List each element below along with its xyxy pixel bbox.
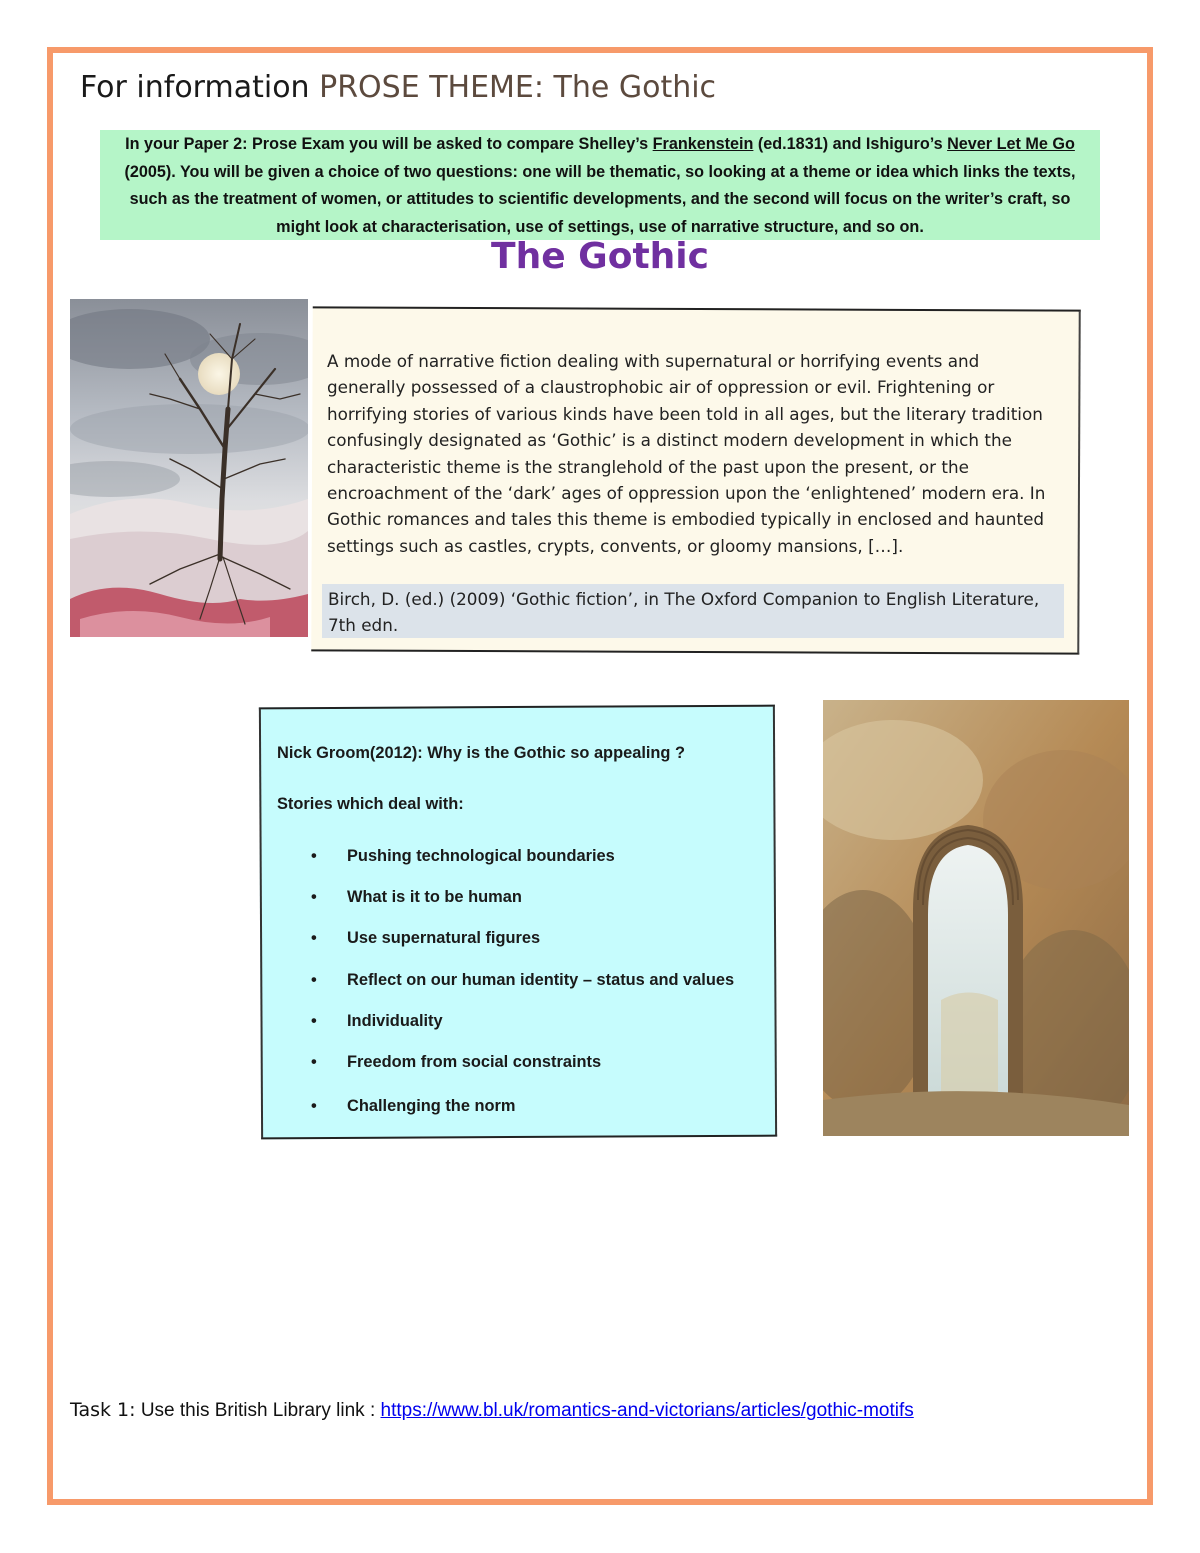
definition-citation: Birch, D. (ed.) (2009) ‘Gothic fiction’, in The Oxford Companion to English Literature, 7th edn. xyxy=(322,584,1064,638)
bullet-icon: • xyxy=(311,971,317,989)
intro-text-3: (2005). You will be given a choice of two questions: one will be thematic, so looking at a theme or idea which links the texts, such as the treatment of women, or attitudes to scientific developments, and the second will focus on the writer’s craft, so might look at characterisation, use of settings, use of narrative structure, and so on. xyxy=(124,162,1076,236)
list-item-text: Challenging the norm xyxy=(347,1097,516,1115)
intro-box xyxy=(100,130,1100,240)
groom-subtitle: Stories which deal with: xyxy=(277,795,464,813)
heading-prefix: For information xyxy=(80,70,310,105)
list-item-text: Use supernatural figures xyxy=(347,929,541,947)
bullet-icon: • xyxy=(311,888,317,906)
intro-text-1: In your Paper 2: Prose Exam you will be asked to compare Shelley’s xyxy=(125,135,653,153)
bullet-icon: • xyxy=(311,929,317,947)
list-item xyxy=(311,1097,515,1116)
intro-book-never-let-me-go: Never Let Me Go xyxy=(947,135,1075,153)
list-item-text: Reflect on our human identity – status and values xyxy=(347,971,735,989)
bullet-icon: • xyxy=(311,1053,317,1071)
task-label: Task 1: xyxy=(70,1399,136,1421)
list-item-text: Pushing technological boundaries xyxy=(347,847,615,865)
list-item-text: Individuality xyxy=(347,1012,443,1030)
bullet-icon: • xyxy=(311,1012,317,1030)
page-title: The Gothic xyxy=(491,236,709,277)
archway-image xyxy=(823,700,1129,1136)
list-item xyxy=(311,847,615,866)
list-item xyxy=(311,971,734,990)
bullet-icon: • xyxy=(311,1097,317,1115)
task-line xyxy=(70,1399,914,1422)
groom-box xyxy=(259,705,777,1140)
definition-text: A mode of narrative fiction dealing with supernatural or horrifying events and generally possessed of a claustrophobic air of oppression or evil. Frightening or horrifying stories of various kinds have been told in all ages, but the literary tradition confusingly designated as ‘Gothic’ is a distinct modern development in which the characteristic theme is the stranglehold of the past upon the present, or the encroachment of the ‘dark’ ages of oppression upon the ‘enlightened’ modern era. In Gothic romances and tales this theme is embodied typically in enclosed and haunted settings such as castles, crypts, convents, or gloomy mansions, […]. xyxy=(327,351,1046,556)
intro-book-frankenstein: Frankenstein xyxy=(652,135,754,153)
list-item xyxy=(311,929,540,948)
list-item xyxy=(311,1053,601,1072)
groom-title: Nick Groom(2012): Why is the Gothic so appealing ? xyxy=(277,744,686,762)
british-library-link[interactable]: https://www.bl.uk/romantics-and-victorians/articles/gothic-motifs xyxy=(380,1400,914,1421)
intro-text-2: (ed.1831) and Ishiguro’s xyxy=(753,135,948,153)
list-item-text: Freedom from social constraints xyxy=(347,1053,602,1071)
tree-moon-image xyxy=(70,299,308,637)
task-text: Use this British Library link : xyxy=(135,1400,376,1421)
list-item-text: What is it to be human xyxy=(347,888,522,906)
list-item xyxy=(311,1012,443,1031)
heading-theme: PROSE THEME: The Gothic xyxy=(319,70,717,105)
list-item xyxy=(311,888,522,907)
bullet-icon: • xyxy=(311,847,317,865)
page-heading xyxy=(80,70,716,105)
